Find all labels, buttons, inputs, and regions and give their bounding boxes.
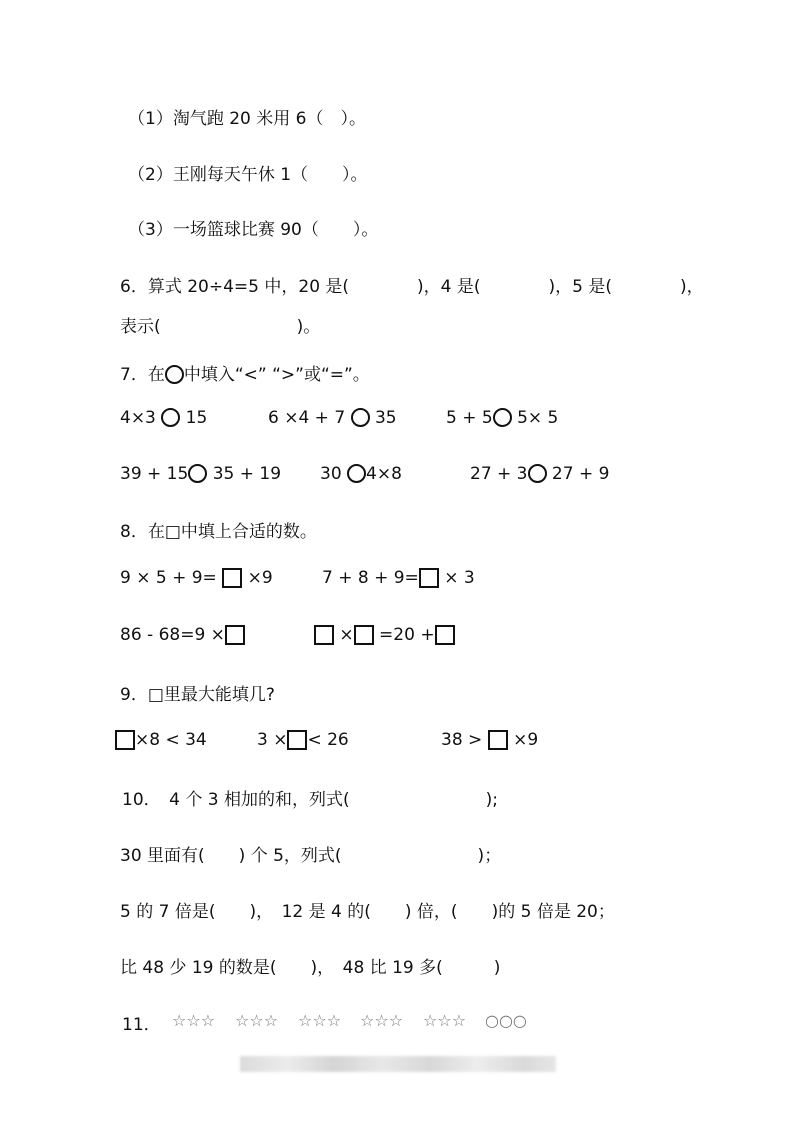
answer-box[interactable] [287, 730, 307, 750]
q10-line-3: 5 的 7 倍是( )， 12 是 4 的( ) 倍，( )的 5 倍是 20； [120, 902, 615, 922]
q7-expr-5 [320, 464, 402, 484]
compare-circle-input[interactable] [493, 408, 512, 427]
q8-expr-3 [120, 625, 245, 645]
q9-expr-1-right: ×8 < 34 [135, 730, 207, 750]
compare-circle-input[interactable] [351, 408, 370, 427]
q9-expr-3 [441, 730, 538, 750]
star-group-icon: ☆☆☆ [235, 1011, 279, 1030]
q10-line-2: 30 里面有( ) 个 5，列式( )； [120, 846, 502, 866]
q9-title: 9．□里最大能填几? [120, 685, 275, 705]
q8-expr-1-left: 9 × 5 + 9= [120, 568, 223, 588]
answer-box[interactable] [222, 568, 242, 588]
star-group-icon: ☆☆☆ [423, 1011, 467, 1030]
q10-line-4: 比 48 少 19 的数是( )， 48 比 19 多( ) [120, 958, 501, 978]
q9-expr-1 [115, 730, 207, 750]
answer-box[interactable] [314, 625, 334, 645]
q7-expr-2-left: 6 ×4 + 7 [268, 408, 351, 428]
q6-line-2: 表示( )。 [120, 317, 321, 337]
q7-expr-2 [268, 408, 397, 428]
q11-label: 11． [122, 1015, 161, 1035]
q9-expr-3-right: ×9 [507, 730, 539, 750]
q7-expr-6-left: 27 + 3 [470, 464, 528, 484]
q7-expr-3-right: 5× 5 [511, 408, 559, 428]
q7-title [120, 360, 370, 385]
q9-expr-2-left: 3 × [257, 730, 288, 750]
q8-expr-3-left: 86 - 68=9 × [120, 625, 225, 645]
q8-expr-4-right: =20 + [373, 625, 435, 645]
q7-expr-5-left: 30 [320, 464, 348, 484]
q8-expr-2 [322, 568, 475, 588]
compare-circle-input[interactable] [347, 464, 366, 483]
q7-expr-4 [120, 464, 281, 484]
compare-circle-input[interactable] [188, 464, 207, 483]
q7-expr-5-right: 4×8 [366, 464, 402, 484]
compare-circle-icon [165, 365, 184, 384]
compare-circle-input[interactable] [528, 464, 547, 483]
q8-expr-2-left: 7 + 8 + 9= [322, 568, 419, 588]
answer-box[interactable] [225, 625, 245, 645]
answer-box[interactable] [354, 625, 374, 645]
q7-expr-6 [470, 464, 609, 484]
q7-expr-3 [446, 408, 558, 428]
q7-expr-1-left: 4×3 [120, 408, 162, 428]
q9-expr-3-left: 38 > [441, 730, 488, 750]
q7-expr-2-right: 35 [369, 408, 397, 428]
compare-circle-input[interactable] [161, 408, 180, 427]
answer-box[interactable] [419, 568, 439, 588]
q8-expr-1 [120, 568, 273, 588]
q5-item-2: （2）王刚每天午休 1（ ）。 [128, 165, 368, 185]
q7-title-a: 7．在 [120, 365, 165, 385]
q10-line-1: 10． 4 个 3 相加的和，列式( ); [122, 790, 498, 810]
q7-expr-3-left: 5 + 5 [446, 408, 493, 428]
answer-box[interactable] [115, 730, 135, 750]
q5-item-1: （1）淘气跑 20 米用 6（ ）。 [128, 109, 366, 129]
q8-expr-4-mid: × [334, 625, 354, 645]
star-group-icon: ☆☆☆ [360, 1011, 404, 1030]
q8-expr-1-right: ×9 [242, 568, 273, 588]
q8-title: 8．在□中填上合适的数。 [120, 522, 317, 542]
q7-title-b: 中填入“<” “>”或“=”。 [183, 365, 370, 385]
circle-group-icon: ○○○ [485, 1011, 527, 1030]
q7-expr-6-right: 27 + 9 [546, 464, 610, 484]
q6-line-1: 6．算式 20÷4=5 中，20 是( )，4 是( )，5 是( )， [120, 277, 704, 297]
q7-expr-1-right: 15 [180, 408, 208, 428]
q7-expr-4-right: 35 + 19 [207, 464, 282, 484]
answer-box[interactable] [435, 625, 455, 645]
q5-item-3: （3）一场篮球比赛 90（ ）。 [128, 220, 379, 240]
q8-expr-2-right: × 3 [438, 568, 475, 588]
q9-expr-2-right: < 26 [307, 730, 349, 750]
q9-expr-2 [257, 730, 349, 750]
q7-expr-4-left: 39 + 15 [120, 464, 189, 484]
star-group-icon: ☆☆☆ [172, 1011, 216, 1030]
q7-expr-1 [120, 408, 207, 428]
q8-expr-4 [314, 625, 455, 645]
star-group-icon: ☆☆☆ [298, 1011, 342, 1030]
answer-box[interactable] [488, 730, 508, 750]
blurred-footer [240, 1056, 556, 1072]
